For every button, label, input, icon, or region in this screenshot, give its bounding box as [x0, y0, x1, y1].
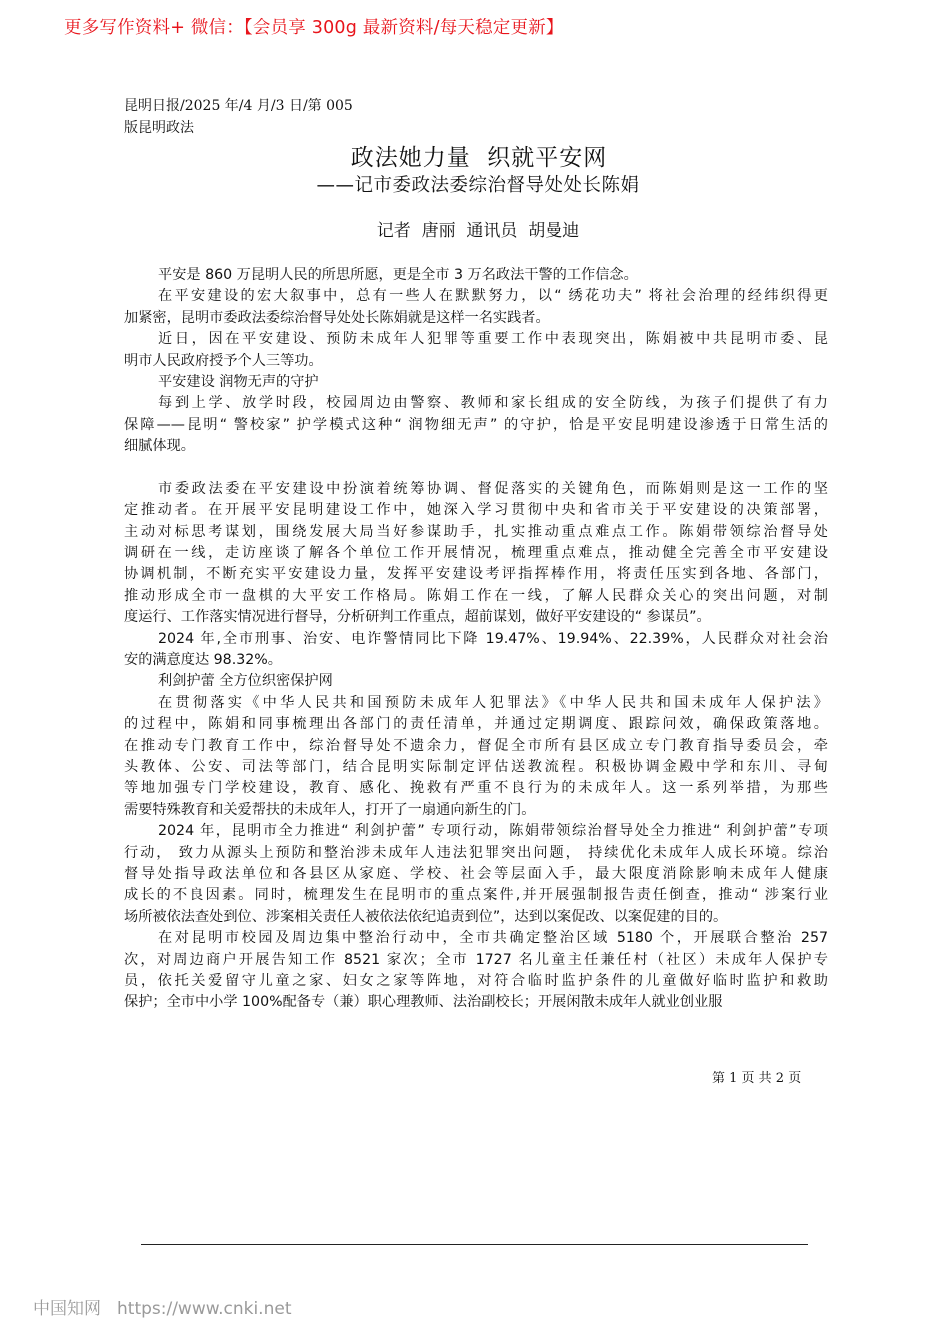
article-byline: 记者 唐丽 通讯员 胡曼迪: [376, 221, 580, 241]
paragraph: [124, 372, 828, 393]
paragraph: [124, 479, 828, 629]
footer-site-name: 中国知网: [33, 1299, 101, 1319]
paragraph-line: 的过程中，陈娟和同事梳理出各部门的责任清单，并通过定期调度、跟踪问效，确保政策落地。: [124, 716, 828, 733]
paragraph-line: 行动， 致力从源头上预防和整治涉未成年人违法犯罪突出问题， 持续优化未成年人成长环境。综治: [124, 844, 828, 861]
paragraph-line: 平安建设 润物无声的守护: [158, 373, 319, 390]
promo-banner: 更多写作资料+ 微信：【会员享 300g 最新资料/每天稳定更新】: [64, 18, 564, 38]
paragraph-line: 市委政法委在平安建设中扮演着统筹协调、督促落实的关键角色，而陈娟则是这一工作的坚: [158, 480, 828, 497]
paragraph-line: 次，对周边商户开展告知工作 8521 家次；全市 1727 名儿童主任兼任村（社区）未成年人保护专: [124, 951, 828, 968]
paragraph-gap: [124, 458, 828, 479]
paragraph-line: 度运行、工作落实情况进行督导，分析研判工作重点，超前谋划，做好平安建设的“ 参谋员”。: [124, 609, 711, 626]
paragraph: [124, 329, 828, 372]
paragraph-line: 等地加强专门学校建设，教育、感化、挽救有严重不良行为的未成年人。这一系列举措，为那些: [124, 780, 828, 797]
paragraph: [124, 265, 828, 286]
paragraph-line: 调研在一线，走访座谈了解各个单位工作开展情况，梳理重点难点，推动健全完善全市平安建设: [124, 545, 828, 562]
paragraph-line: 头教体、公安、司法等部门，结合昆明实际制定评估送教流程。积极协调金殿中学和东川、寻甸: [124, 758, 828, 775]
paragraph-line: 平安是 860 万昆明人民的所思所愿，更是全市 3 万名政法干警的工作信念。: [158, 267, 638, 283]
paragraph: [124, 393, 828, 457]
paragraph-line: 每到上学、放学时段，校园周边由警察、教师和家长组成的安全防线，为孩子们提供了有力: [158, 395, 828, 412]
paragraph: [124, 629, 828, 672]
paragraph-line: 在对昆明市校园及周边集中整治行动中，全市共确定整治区域 5180 个，开展联合整治 257: [158, 930, 828, 947]
article-title: 政法她力量 织就平安网: [350, 145, 608, 171]
paragraph-line: 在平安建设的宏大叙事中，总有一些人在默默努力，以“ 绣花功夫” 将社会治理的经纬织得更: [158, 288, 828, 305]
paragraph: [124, 821, 828, 928]
paragraph-line: 加紧密，昆明市委政法委综治督导处处长陈娟就是这样一名实践者。: [124, 309, 550, 326]
article-body: [124, 265, 828, 1014]
paragraph-line: 推动形成全市一盘棋的大平安工作格局。陈娟工作在一线，了解人民群众关心的突出问题，对制: [124, 587, 828, 604]
paragraph: [124, 928, 828, 1014]
paragraph-line: 明市人民政府授予个人三等功。: [124, 352, 323, 369]
footer-divider: [141, 1244, 808, 1245]
paragraph-line: 2024 年，昆明市全力推进“ 利剑护蕾” 专项行动，陈娟带领综治督导处全力推进“ 利剑护蕾”专项: [158, 823, 828, 840]
paragraph: [124, 693, 828, 821]
paragraph-line: 主动对标思考谋划，围绕发展大局当好参谋助手，扎实推动重点难点工作。陈娟带领综治督导处: [124, 523, 828, 540]
paragraph-line: 定推动者。在开展平安昆明建设工作中，她深入学习贯彻中央和省市关于平安建设的决策部署，: [124, 502, 828, 519]
paragraph: [124, 286, 828, 329]
paragraph-line: 员，依托关爱留守儿童之家、妇女之家等阵地，对符合临时监护条件的儿童做好临时监护和救助: [124, 972, 828, 989]
paragraph-line: 保护；全市中小学 100%配备专（兼）职心理教师、法治副校长；开展闲散未成年人就业创业服: [124, 994, 723, 1011]
paragraph: [124, 671, 828, 692]
paragraph-line: 安的满意度达 98.32%。: [124, 652, 282, 669]
paragraph-line: 细腻体现。: [124, 438, 195, 455]
footer: [33, 1294, 291, 1319]
paragraph-line: 督导处指导政法单位和各县区从家庭、学校、社会等层面入手，最大限度消除影响未成年人健康: [124, 865, 828, 882]
paragraph-line: 场所被依法查处到位、涉案相关责任人被依法依纪追责到位”，达到以案促改、以案促建的目的。: [124, 908, 728, 925]
paragraph-line: 在贯彻落实《中华人民共和国预防未成年人犯罪法》《中华人民共和国未成年人保护法》: [158, 694, 828, 711]
source-meta: [124, 95, 353, 139]
paragraph-line: 在推动专门教育工作中，综治督导处不遗余力，督促全市所有县区成立专门教育指导委员会，牵: [124, 737, 828, 754]
footer-url[interactable]: https://www.cnki.net: [117, 1299, 292, 1319]
paragraph-line: 协调机制，不断充实平安建设力量，发挥平安建设考评指挥棒作用，将责任压实到各地、各部门，: [124, 566, 828, 583]
article-subtitle: ——记市委政法委综治督导处处长陈娟: [316, 175, 640, 196]
paragraph-line: 2024 年,全市刑事、治安、电诈警情同比下降 19.47%、19.94%、22.39%，人民群众对社会治: [158, 630, 828, 647]
source-meta-line: 昆明日报/2025 年/4 月/3 日/第 005: [124, 98, 353, 114]
paragraph-line: 保障——昆明“ 警校家” 护学模式这种“ 润物细无声” 的守护，恰是平安昆明建设渗透于日常生活的: [124, 416, 828, 433]
paragraph-line: 利剑护蕾 全方位织密保护网: [158, 673, 333, 690]
source-meta-line: 版昆明政法: [124, 120, 194, 136]
paragraph-line: 需要特殊教育和关爱帮扶的未成年人，打开了一扇通向新生的门。: [124, 801, 536, 818]
page-indicator: 第 1 页 共 2 页: [712, 1071, 802, 1086]
paragraph-line: 近日，因在平安建设、预防未成年人犯罪等重要工作中表现突出，陈娟被中共昆明市委、昆: [158, 331, 828, 348]
paragraph-line: 成长的不良因素。同时，梳理发生在昆明市的重点案件,并开展强制报告责任倒查，推动“ 涉案行业: [124, 887, 828, 904]
